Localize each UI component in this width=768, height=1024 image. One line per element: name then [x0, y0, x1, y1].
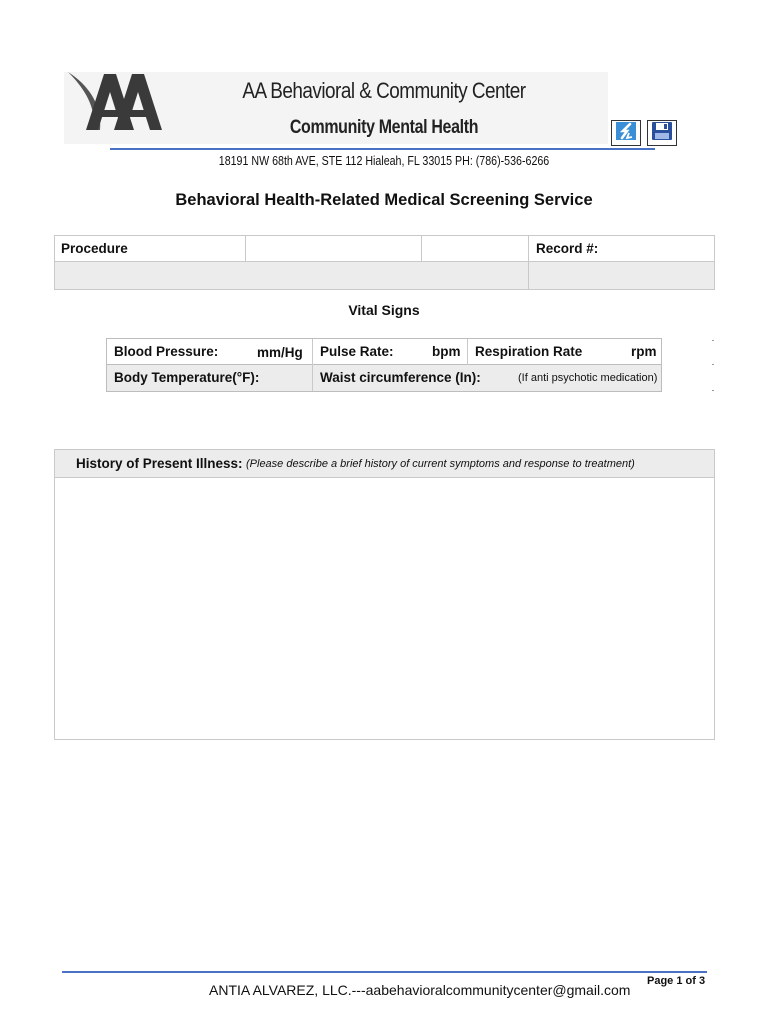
vitals-row [106, 338, 662, 365]
organization-logo [64, 66, 164, 136]
respiration-rate-label: Respiration Rate [475, 344, 583, 359]
blood-pressure-label: Blood Pressure: [114, 344, 219, 359]
history-hint: (Please describe a brief history of current symptoms and response to treatment) [246, 458, 635, 470]
column-divider [421, 236, 422, 262]
pulse-rate-unit: bpm [432, 344, 461, 359]
refresh-icon [615, 121, 637, 146]
organization-address: 18191 NW 68th AVE, STE 112 Hialeah, FL 33015 PH: (786)-536-6266 [218, 153, 550, 168]
column-divider [528, 236, 529, 262]
procedure-input-row[interactable] [54, 262, 715, 290]
vitals-row [106, 365, 662, 392]
waist-circumference-note: (If anti psychotic medication) [518, 372, 658, 384]
respiration-rate-unit: rpm [631, 344, 657, 359]
column-divider [312, 339, 313, 365]
procedure-table [54, 235, 715, 290]
history-label: History of Present Illness: [76, 456, 243, 471]
column-divider [312, 365, 313, 391]
history-of-present-illness-box [54, 449, 715, 740]
procedure-label: Procedure [61, 241, 128, 256]
margin-mark [712, 390, 714, 391]
history-text-area[interactable] [55, 478, 714, 739]
margin-mark [712, 364, 714, 365]
save-button[interactable] [647, 120, 677, 146]
vital-signs-title: Vital Signs [348, 302, 420, 318]
waist-circumference-label: Waist circumference (In): [320, 370, 481, 385]
blood-pressure-unit: mm/Hg [257, 345, 303, 360]
header-divider [110, 148, 655, 150]
procedure-header-row [54, 235, 715, 262]
margin-mark [712, 340, 714, 341]
footer-divider [62, 971, 707, 973]
body-temperature-label: Body Temperature(°F): [114, 370, 260, 385]
vital-signs-table [106, 338, 662, 392]
column-divider [528, 262, 529, 289]
document-title: Behavioral Health-Related Medical Screening Service [175, 191, 593, 209]
column-divider [467, 339, 468, 365]
page-number: Page 1 of 3 [647, 975, 706, 987]
history-header [55, 450, 714, 478]
column-divider [245, 236, 246, 262]
pulse-rate-label: Pulse Rate: [320, 344, 394, 359]
footer-contact: ANTIA ALVAREZ, LLC.---aabehavioralcommunitycenter@gmail.com [209, 982, 631, 998]
record-number-label: Record #: [536, 241, 599, 256]
save-icon [651, 121, 673, 146]
organization-subtitle: Community Mental Health [289, 117, 479, 138]
refresh-button[interactable] [611, 120, 641, 146]
organization-name: AA Behavioral & Community Center [242, 78, 526, 103]
